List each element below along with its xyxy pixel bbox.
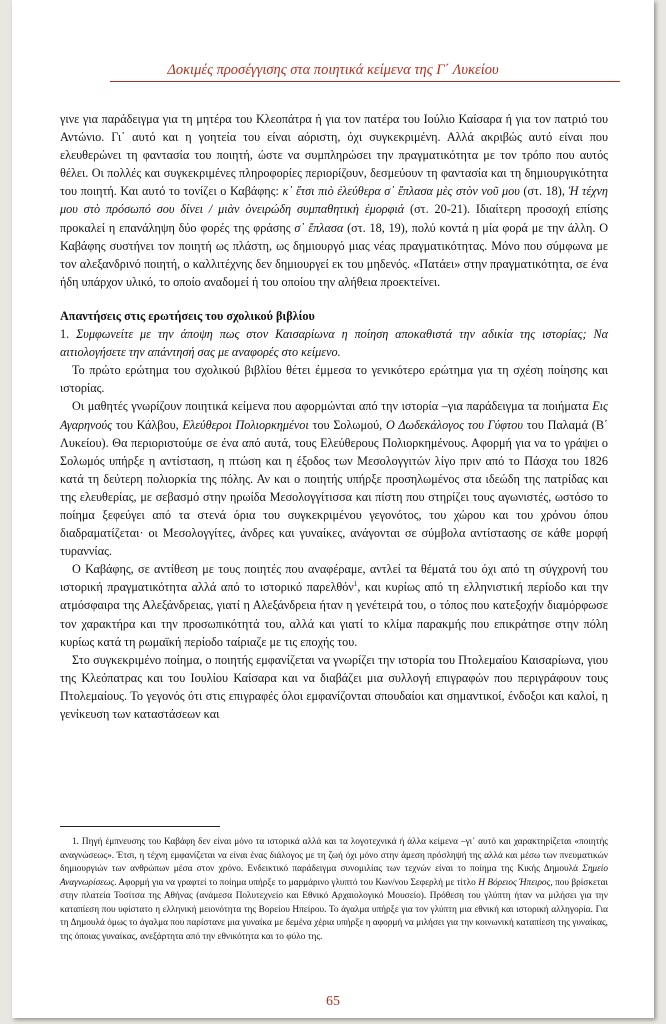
footnote-ref[interactable]: 1 [353,580,358,589]
paragraph [60,560,608,650]
poem-title: Ελεύθεροι Πολιορκημένοι [182,417,309,432]
page-number: 65 [326,994,340,1009]
text-run: , που βρίσκεται στην πλατεία Τοσίτσα της Αθήνας (ανάμεσα Πολυτεχνείο και Εθνικό Αρχαιολογικό Μουσείο). Πρόθεση του γλύπτη ήταν να μιλήσει για την καταπίεση που υφίστατο η ελληνική μειονότητα της Βορείου Ηπείρου. Το άγαλμα υπήρξε για τον γλύπτη μια εθνική και ιστορική αλληγορία. Για τη Δημουλά όμως το άγαλμα που παρίστανε μια γυναίκα με δεμένα χέρια υπήρξε η αφορμή να μιλήσει για την κοινωνική καταπίεση της γυναίκας, της όποιας γυναίκας, ανεξάρτητα από την εθνικότητα και το φύλο της. [60,877,608,942]
footnote [60,836,608,944]
text-run: (στ. 20-21). Ιδιαίτερη προσοχή επίσης προκαλεί η επανάληψη δύο φορές της φράσης [60,202,609,235]
text-run: του Κάλβου, [112,417,183,432]
text-run: Οι μαθητές γνωρίζουν ποιητικά κείμενα που αφορμώνται από την ιστορία –για παράδειγμα τα ποιήματα [72,399,593,414]
text-run: (στ. 18), [519,184,569,199]
text-run: (στ. 18, 19), πολύ κοντά η μία φορά με την άλλη. Ο Καβάφης συστήνει τον ποιητή ως πλάστη, ως δημιουργό μιας νέας πραγματικότητας. Μόνο που σύμφωνα με τον αλεξανδρινό ποιητή, ο καλλιτέχνης δεν δημιουργεί εκ του μηδενός. «Πατάει» στην πραγματικότητα, σε ένα ήδη υπάρχον υλικό, το οποίο αναδομεί ή του οποίου την αλήθεια προεκτείνει. [60,220,609,289]
poem-quote: Ἡ τέχνη μου στὸ πρόσωπό σου δίνει / μιὰν ὀνειρώδη συμπαθητικὴ ἐμορφιά [60,184,608,217]
poem-quote: σ᾽ ἔπλασα [294,220,344,235]
footnote-text [60,836,608,944]
text-run: . Αφορμή για να γραφτεί το ποίημα υπήρξε το μαρμάρινο γλυπτό του Κων/νου Σεφερλή με τίτλο [114,877,479,888]
sculpture-title: Η Βόρειος Ήπειρος [478,877,551,888]
text-run: 1. Πηγή έμπνευσης του Καβάφη δεν είναι μόνο τα ιστορικά αλλά και τα λογοτεχνικά ή άλλα κείμενα –γι᾽ αυτό και χαρακτηρίζεται «ποιητής αναγνώσεως». Έτσι, η τέχνη εμφανίζεται να είναι ένας διάλογος με τη ζωή όχι μόνο στην άμεση πρόσληψή της αλλά και μέσω των πνευματικών δημιουργιών των ανθρώπων μέσα στον χρόνο. Ενδεικτικό παράδειγμα συνομιλίας των τεχνών είναι το ποίημα της Κικής Δημουλά [60,837,608,874]
paragraph [60,397,608,560]
poem-title: Εις Αγαρηνούς [60,399,608,432]
text-run: του Παλαμά (Β΄ Λυκείου). Θα περιοριστούμε σε ένα από αυτά, τους Ελεύθερους Πολιορκημένους. Αφορμή για να το γράψει ο Σολωμός υπήρξε η αντίσταση, η πτώση και η έξοδος των Μεσολογγιτών λίγο πριν από το Πάσχα του 1826 κατά τη δεύτερη πολιορκία της πόλης. Αν και ο ποιητής υπήρξε προσηλωμένος στα ιδεώδη της πατρίδας και της ελευθερίας, με σεβασμό στην ηρωίδα Μεσολογγίτισσα και πίστη που στηρίζει τους αγωνιστές, ωστόσο το ποίημα ξεφεύγει από τα στενά όρια του συγκεκριμένου γεγονότος, του χώρου και του χρόνου όπου διαδραματίζεται· οι Μεσολογγίτες, άνδρες και γυναίκες, ανάγονται σε σύμβολα αντίστασης σε κάθε μορφή τυραννίας. [60,417,609,559]
text-run: του Σολωμού, [308,417,386,432]
text-run: , και κυρίως από τη ελληνιστική περίοδο και την ατμόσφαιρα της Αλεξάνδρειας, γιατί η Αλεξάνδρεια ήταν η γενέτειρά του, ο τόπος που κατεξοχήν διαμόρφωσε τον χαρακτήρα και την προσωπικότητά του, αλλά και γιατί το κλίμα παρακμής που επικράτησε στην πόλη κυρίως κατά τη ρωμαϊκή περίοδο ταίριαζε με τις εποχής του. [60,580,608,649]
text-run: γινε για παράδειγμα για τη μητέρα του Κλεοπάτρα ή για τον πατέρα του Ιούλιο Καίσαρα ή για τον πατριό του Αντώνιο. Γι᾽ αυτό και η γοητεία του είναι αόριστη, όχι συγκεκριμένη. Αλλά ακριβώς αυτό είναι που ελευθερώνει τη φαντασία του ποιητή, ώστε να συμπληρώσει την πραγματικότητα με τον τρόπο που αυτός θέλει. Οι πολλές και συγκεκριμένες πληροφορίες περιορίζουν, δεσμεύουν τη φαντασία και τη δημιουργικότητα του ποιητή. Και αυτό το τονίζει ο Καβάφης: [60,112,608,199]
poem-title: Ο Δωδεκάλογος του Γύφτου [385,417,523,432]
poem-title: Σημείο Αναγνωρίσεως [60,864,608,888]
main-text [60,110,608,723]
paragraph: Το πρώτο ερώτημα του σχολικού βιβλίου θέτει έμμεσα το γενικότερο ερώτημα για τη σχέση ποίησης και ιστορίας. [60,363,608,396]
paragraph-continuation [60,110,608,291]
book-page [12,0,654,1018]
running-header: Δοκιμές προσέγγισης στα ποιητικά κείμενα της Γ΄ Λυκείου [167,62,499,78]
paragraph: Στο συγκεκριμένο ποίημα, ο ποιητής εμφανίζεται να γνωρίζει την ιστορία του Πτολεμαίου Καισαρίωνα, γιου της Κλεόπατρας και του Ιουλίου Καίσαρα και να διαβάζει μια συλλογή επιγραφών που περιγράφουν τους Πτολεμαίους. Το γεγονός ότι στις επιγραφές όλοι εμφανίζονται σπουδαίοι και σημαντικοί, ένδοξοι και καλοί, η γενίκευση των καταστάσεων και [60,652,608,721]
question-text: Συμφωνείτε με την άποψη πως στον Καισαρίωνα η ποίηση αποκαθιστά την αδικία της ιστορίας; Να αιτιολογήσετε την απάντησή σας με αναφορές στο κείμενο. [60,327,609,360]
section-heading: Απαντήσεις στις ερωτήσεις του σχολικού βιβλίου [60,308,315,323]
footnote-rule [60,826,220,827]
header-rule [110,81,620,82]
poem-quote: κ᾽ ἔτσι πιὸ ἐλεύθερα σ᾽ ἔπλασα μὲς στὸν νοῦ μου [282,184,520,199]
question-1 [60,325,608,361]
question-number: 1. [60,327,77,342]
text-run: Ο Καβάφης, σε αντίθεση με τους ποιητές που αναφέραμε, αντλεί τα θέματά του όχι από τη σύγχρονή του ιστορική πραγματικότητα αλλά από το ιστορικό παρελθόν [60,562,608,595]
